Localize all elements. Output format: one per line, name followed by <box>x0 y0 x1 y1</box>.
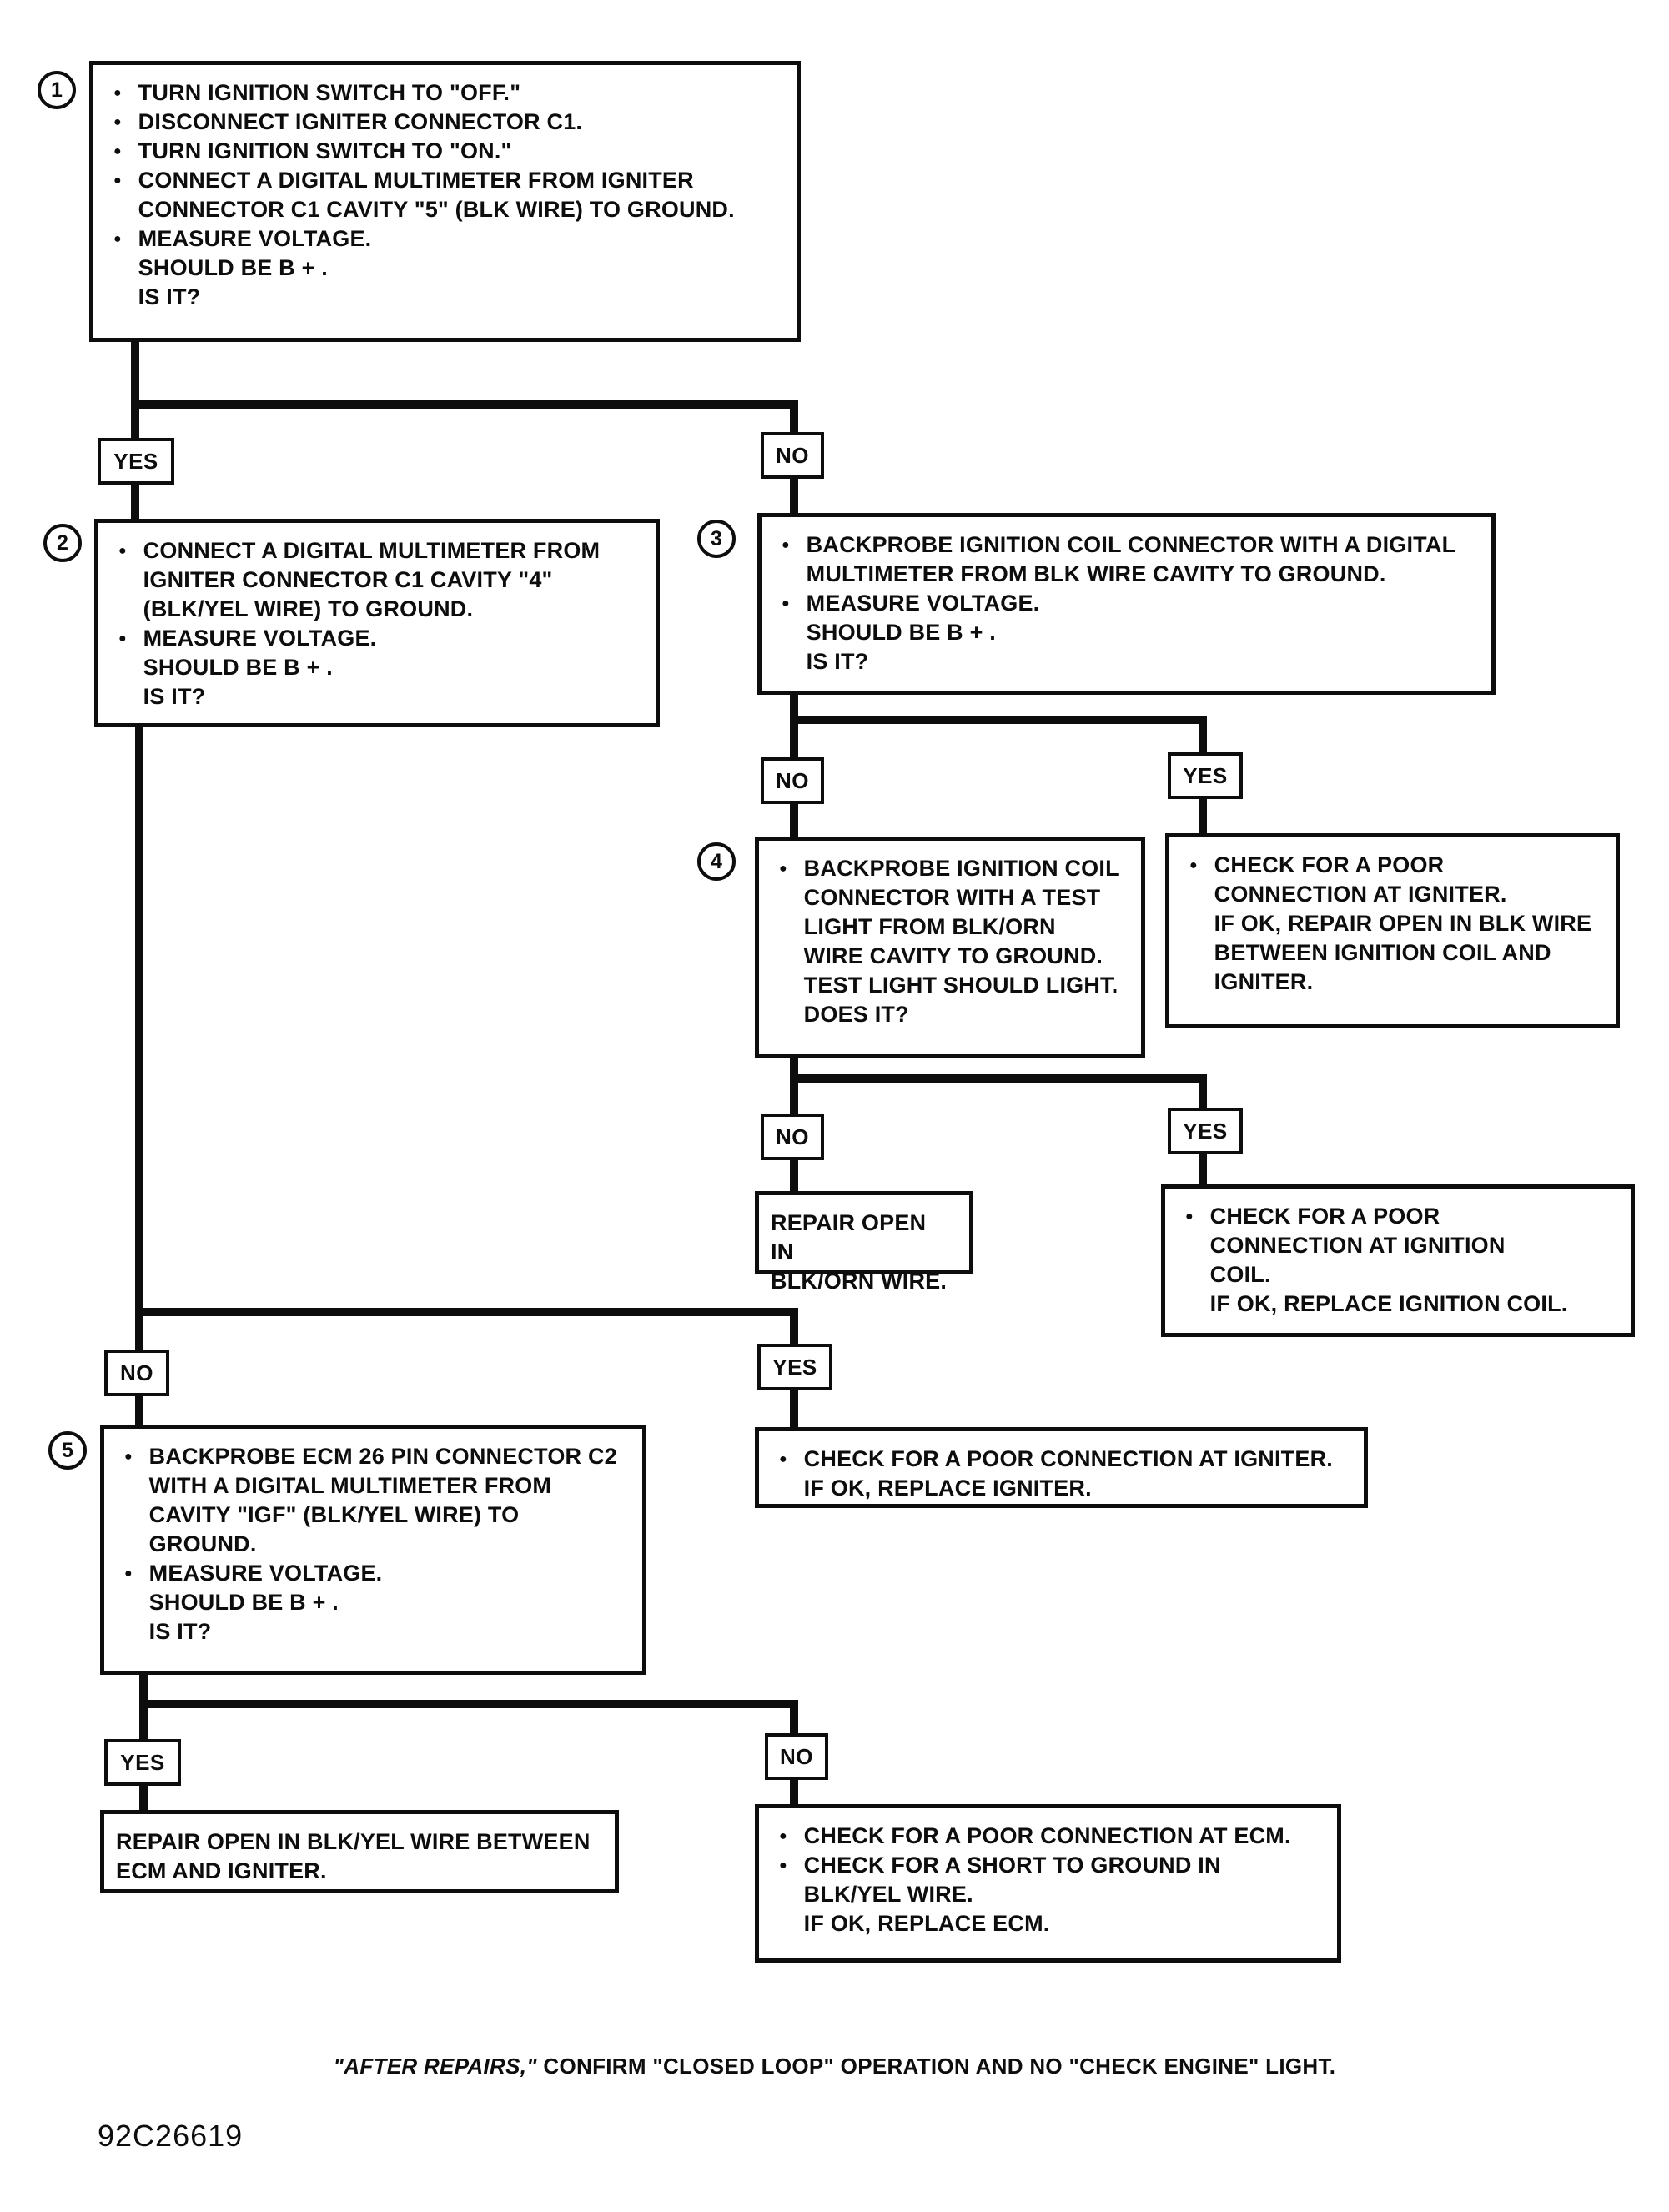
bullet-icon: ● <box>124 1566 133 1581</box>
box-item <box>782 530 1476 589</box>
branch-label-text: YES <box>1183 1118 1228 1144</box>
result-igniter-connection-box <box>1165 833 1620 1028</box>
branch-label-text: NO <box>776 767 809 793</box>
connector-line <box>135 1395 143 1425</box>
box-item-text: TURN IGNITION SWITCH TO "ON." <box>138 138 512 163</box>
step-4-box <box>755 837 1145 1058</box>
document-id: 92C26619 <box>98 2119 244 2153</box>
step-number-text: 3 <box>711 526 722 550</box>
bullet-icon: ● <box>113 232 122 246</box>
box-item <box>113 108 782 137</box>
result-ecm-box <box>755 1804 1341 1963</box>
branch-label-text: YES <box>1183 762 1228 788</box>
box-item-text: CHECK FOR A POOR CONNECTION AT ECM. <box>803 1823 1291 1848</box>
branch-label-text: YES <box>120 1749 165 1775</box>
box-item <box>124 1442 627 1559</box>
branch-label-text: NO <box>120 1360 153 1385</box>
connector-line <box>790 716 1207 724</box>
branch-5-no <box>765 1733 828 1780</box>
box-item <box>779 1822 1322 1851</box>
connector-line <box>790 1058 798 1114</box>
result-replace-igniter-box <box>755 1427 1368 1508</box>
connector-line <box>790 1389 798 1427</box>
box-item-text: CHECK FOR A POOR CONNECTION AT IGNITER. IF OK, REPLACE IGNITER. <box>803 1446 1333 1501</box>
box-item <box>779 1445 1349 1503</box>
branch-5-yes <box>104 1739 181 1786</box>
box-item-text: BACKPROBE IGNITION COIL CONNECTOR WITH A TEST LIGHT FROM BLK/ORN WIRE CAVITY TO GROUND. TEST LIGHT SHOULD LIGHT. DOES IT? <box>803 856 1119 1027</box>
step-2-number <box>43 524 82 562</box>
branch-2-no <box>104 1350 169 1396</box>
box-item-text: CHECK FOR A POOR CONNECTION AT IGNITION COIL. IF OK, REPLACE IGNITION COIL. <box>1209 1204 1568 1316</box>
branch-label-text: NO <box>780 1743 813 1769</box>
box-item-text: TURN IGNITION SWITCH TO "OFF." <box>138 80 521 105</box>
bullet-icon: ● <box>779 1858 787 1873</box>
step-4-number <box>697 842 736 881</box>
box-item <box>771 1209 954 1296</box>
box-item-text: MEASURE VOLTAGE. SHOULD BE B + . IS IT? <box>138 226 372 309</box>
connector-line <box>790 1159 798 1191</box>
connector-line <box>790 479 798 514</box>
connector-line <box>1199 1074 1207 1109</box>
connector-line <box>790 695 798 757</box>
step-5-number <box>48 1431 87 1470</box>
bullet-icon: ● <box>779 1829 787 1843</box>
bullet-icon: ● <box>779 862 787 876</box>
branch-label-text: NO <box>776 442 809 468</box>
connector-line <box>1199 716 1207 753</box>
branch-2-yes <box>757 1344 832 1390</box>
box-item <box>113 166 782 224</box>
box-item-text: CONNECT A DIGITAL MULTIMETER FROM IGNITER CONNECTOR C1 CAVITY "5" (BLK WIRE) TO GROUND. <box>138 168 735 222</box>
result-repair-blkorn-box <box>755 1191 973 1294</box>
box-item-text: BACKPROBE IGNITION COIL CONNECTOR WITH A DIGITAL MULTIMETER FROM BLK WIRE CAVITY TO GROUND. <box>806 532 1456 586</box>
connector-line <box>790 803 798 837</box>
step-number-text: 5 <box>62 1438 73 1462</box>
bullet-icon: ● <box>118 631 127 646</box>
bullet-icon: ● <box>779 1452 787 1466</box>
branch-3-no <box>761 757 824 804</box>
step-number-text: 1 <box>51 78 63 102</box>
box-item-text: BACKPROBE ECM 26 PIN CONNECTOR C2 WITH A DIGITAL MULTIMETER FROM CAVITY "IGF" (BLK/YEL WIRE) TO GROUND. <box>148 1444 617 1556</box>
box-item-text: DISCONNECT IGNITER CONNECTOR C1. <box>138 109 583 134</box>
step-1-box <box>89 61 801 342</box>
box-item <box>116 1827 600 1886</box>
connector-line <box>135 1308 798 1316</box>
result-ignition-coil-box <box>1161 1184 1635 1337</box>
result-repair-blkyel-box <box>100 1810 619 1893</box>
step-2-box <box>94 519 660 727</box>
bullet-icon: ● <box>124 1450 133 1464</box>
box-item <box>118 536 641 624</box>
box-item <box>1189 851 1601 997</box>
box-item-text: CHECK FOR A POOR CONNECTION AT IGNITER. IF OK, REPAIR OPEN IN BLK WIRE BETWEEN IGNITION COIL AND IGNITER. <box>1214 852 1592 994</box>
step-3-number <box>697 520 736 558</box>
bullet-icon: ● <box>782 538 790 552</box>
connector-line <box>139 1784 148 1810</box>
bullet-icon: ● <box>1189 858 1198 872</box>
step-1-number <box>38 71 76 109</box>
bullet-icon: ● <box>113 86 122 100</box>
connector-line <box>1199 1153 1207 1186</box>
box-item-text: MEASURE VOLTAGE. SHOULD BE B + . IS IT? <box>148 1561 383 1644</box>
box-item-text: REPAIR OPEN IN BLK/ORN WIRE. <box>771 1210 948 1294</box>
connector-line <box>790 1778 798 1804</box>
box-item <box>779 1851 1322 1938</box>
branch-label-text: YES <box>772 1354 817 1380</box>
footer-note <box>0 2054 1669 2079</box>
box-item-text: CONNECT A DIGITAL MULTIMETER FROM IGNITER CONNECTOR C1 CAVITY "4" (BLK/YEL WIRE) TO GROUND. <box>143 538 601 621</box>
branch-4-yes <box>1168 1108 1243 1154</box>
branch-3-yes <box>1168 752 1243 799</box>
branch-4-no <box>761 1114 824 1160</box>
box-item <box>118 624 641 711</box>
connector-line <box>139 1700 798 1708</box>
step-3-box <box>757 513 1496 695</box>
branch-1-yes <box>98 438 174 485</box>
branch-label-text: YES <box>113 448 158 474</box>
footer-note-rest: CONFIRM "CLOSED LOOP" OPERATION AND NO "CHECK ENGINE" LIGHT. <box>536 2054 1336 2079</box>
box-item <box>113 224 782 312</box>
box-item <box>113 137 782 166</box>
box-item <box>113 78 782 108</box>
bullet-icon: ● <box>1185 1209 1194 1224</box>
connector-line <box>131 342 139 438</box>
connector-line <box>135 727 143 1350</box>
box-item <box>1185 1202 1616 1319</box>
box-item-text: MEASURE VOLTAGE. SHOULD BE B + . IS IT? <box>806 591 1040 674</box>
box-item-text: MEASURE VOLTAGE. SHOULD BE B + . IS IT? <box>143 626 377 709</box>
connector-line <box>790 1074 1207 1083</box>
box-item <box>779 854 1126 1029</box>
step-number-text: 2 <box>57 530 68 555</box>
box-item <box>124 1559 627 1646</box>
bullet-icon: ● <box>113 173 122 188</box>
connector-line <box>131 400 798 409</box>
connector-line <box>790 1308 798 1344</box>
box-item <box>782 589 1476 676</box>
box-item-text: REPAIR OPEN IN BLK/YEL WIRE BETWEEN ECM AND IGNITER. <box>116 1829 591 1883</box>
branch-1-no <box>761 432 824 479</box>
bullet-icon: ● <box>113 115 122 129</box>
box-item-text: CHECK FOR A SHORT TO GROUND IN BLK/YEL WIRE. IF OK, REPLACE ECM. <box>803 1853 1221 1936</box>
footer-note-italic: "AFTER REPAIRS," <box>333 2054 537 2079</box>
step-number-text: 4 <box>711 849 722 873</box>
connector-line <box>1199 798 1207 834</box>
connector-line <box>131 485 139 519</box>
bullet-icon: ● <box>113 144 122 158</box>
bullet-icon: ● <box>118 544 127 558</box>
connector-line <box>790 1700 798 1733</box>
step-5-box <box>100 1425 646 1675</box>
connector-line <box>790 400 798 434</box>
bullet-icon: ● <box>782 596 790 611</box>
branch-label-text: NO <box>776 1124 809 1149</box>
